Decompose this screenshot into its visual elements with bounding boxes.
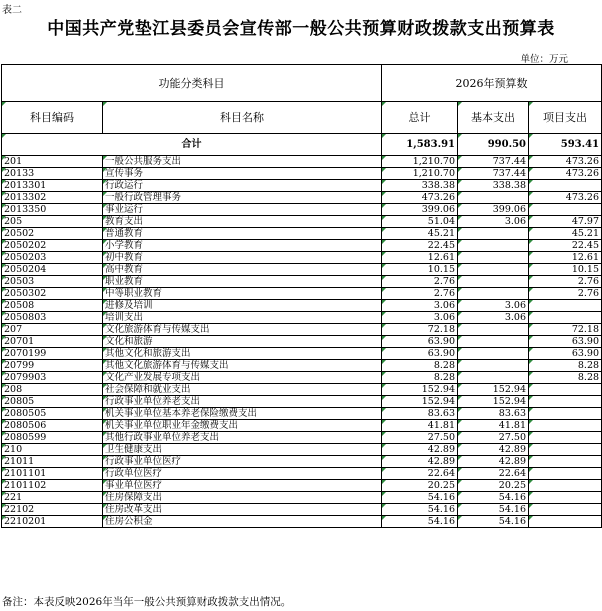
total-sum: 1,583.91 <box>382 134 458 156</box>
row-basic <box>458 324 529 336</box>
table-row <box>2 228 602 240</box>
row-basic <box>458 348 529 360</box>
row-name: 其他行政事业单位养老支出 <box>103 432 382 444</box>
row-name: 教育支出 <box>103 216 382 228</box>
row-name: 机关事业单位基本养老保险缴费支出 <box>103 408 382 420</box>
row-code: 2050302 <box>2 288 103 300</box>
row-code: 20502 <box>2 228 103 240</box>
row-total: 27.50 <box>382 432 458 444</box>
row-name: 文化和旅游 <box>103 336 382 348</box>
row-basic: 42.89 <box>458 456 529 468</box>
row-basic <box>458 252 529 264</box>
row-name: 一般公共服务支出 <box>103 156 382 168</box>
row-name: 职业教育 <box>103 276 382 288</box>
row-basic: 27.50 <box>458 432 529 444</box>
table-row <box>2 372 602 384</box>
row-project: 473.26 <box>529 192 602 204</box>
row-basic: 54.16 <box>458 492 529 504</box>
row-basic: 42.89 <box>458 444 529 456</box>
row-basic: 152.94 <box>458 396 529 408</box>
row-total: 1,210.70 <box>382 156 458 168</box>
table-row <box>2 456 602 468</box>
table-row <box>2 504 602 516</box>
row-code: 205 <box>2 216 103 228</box>
row-name: 事业单位医疗 <box>103 480 382 492</box>
table-row <box>2 408 602 420</box>
table-row <box>2 216 602 228</box>
row-name: 小学教育 <box>103 240 382 252</box>
row-basic: 3.06 <box>458 300 529 312</box>
row-basic: 54.16 <box>458 516 529 528</box>
row-name: 文化产业发展专项支出 <box>103 372 382 384</box>
row-total: 2.76 <box>382 276 458 288</box>
row-name: 住房保障支出 <box>103 492 382 504</box>
basic-header: 基本支出 <box>458 102 529 134</box>
row-project <box>529 420 602 432</box>
row-name: 中等职业教育 <box>103 288 382 300</box>
row-basic <box>458 336 529 348</box>
total-label: 合计 <box>2 134 382 156</box>
row-code: 2210201 <box>2 516 103 528</box>
row-project <box>529 384 602 396</box>
row-project: 63.90 <box>529 336 602 348</box>
table-row <box>2 492 602 504</box>
code-header: 科目编码 <box>2 102 103 134</box>
row-code: 20799 <box>2 360 103 372</box>
unit-label: 单位：万元 <box>520 54 568 65</box>
row-total: 54.16 <box>382 516 458 528</box>
table-row <box>2 432 602 444</box>
row-total: 12.61 <box>382 252 458 264</box>
row-code: 2080505 <box>2 408 103 420</box>
table-row <box>2 516 602 528</box>
row-code: 2101101 <box>2 468 103 480</box>
row-project <box>529 468 602 480</box>
row-basic: 737.44 <box>458 168 529 180</box>
row-name: 社会保障和就业支出 <box>103 384 382 396</box>
row-total: 152.94 <box>382 396 458 408</box>
row-basic: 338.38 <box>458 180 529 192</box>
row-basic <box>458 360 529 372</box>
row-basic: 54.16 <box>458 504 529 516</box>
budget-table <box>1 64 602 528</box>
row-code: 2013350 <box>2 204 103 216</box>
row-total: 45.21 <box>382 228 458 240</box>
row-basic <box>458 288 529 300</box>
table-row <box>2 444 602 456</box>
table-row <box>2 396 602 408</box>
row-name: 卫生健康支出 <box>103 444 382 456</box>
row-basic <box>458 240 529 252</box>
row-total: 8.28 <box>382 360 458 372</box>
row-project <box>529 180 602 192</box>
table-row <box>2 300 602 312</box>
row-code: 2013302 <box>2 192 103 204</box>
row-code: 210 <box>2 444 103 456</box>
row-name: 行政单位医疗 <box>103 468 382 480</box>
row-project: 2.76 <box>529 276 602 288</box>
name-header: 科目名称 <box>103 102 382 134</box>
row-basic <box>458 276 529 288</box>
row-total: 3.06 <box>382 300 458 312</box>
table-row <box>2 204 602 216</box>
row-project: 47.97 <box>529 216 602 228</box>
row-project <box>529 432 602 444</box>
row-name: 培训支出 <box>103 312 382 324</box>
row-code: 207 <box>2 324 103 336</box>
table-row <box>2 180 602 192</box>
row-total: 42.89 <box>382 456 458 468</box>
row-project <box>529 444 602 456</box>
row-total: 22.64 <box>382 468 458 480</box>
row-total: 51.04 <box>382 216 458 228</box>
page-title: 中国共产党垫江县委员会宣传部一般公共预算财政拨款支出预算表 <box>47 19 555 39</box>
row-project: 8.28 <box>529 360 602 372</box>
row-total: 10.15 <box>382 264 458 276</box>
table-row <box>2 240 602 252</box>
row-project: 12.61 <box>529 252 602 264</box>
row-project <box>529 492 602 504</box>
row-project: 473.26 <box>529 156 602 168</box>
row-basic: 737.44 <box>458 156 529 168</box>
row-code: 20133 <box>2 168 103 180</box>
project-header: 项目支出 <box>529 102 602 134</box>
table-row <box>2 420 602 432</box>
row-basic <box>458 264 529 276</box>
row-code: 20701 <box>2 336 103 348</box>
row-basic: 20.25 <box>458 480 529 492</box>
row-project: 2.76 <box>529 288 602 300</box>
total-basic: 990.50 <box>458 134 529 156</box>
table-row <box>2 288 602 300</box>
row-total: 63.90 <box>382 348 458 360</box>
row-code: 20508 <box>2 300 103 312</box>
row-total: 8.28 <box>382 372 458 384</box>
row-project: 8.28 <box>529 372 602 384</box>
row-code: 2080599 <box>2 432 103 444</box>
row-name: 其他文化旅游体育与传媒支出 <box>103 360 382 372</box>
table-row <box>2 348 602 360</box>
row-basic: 399.06 <box>458 204 529 216</box>
table-row <box>2 264 602 276</box>
row-total: 152.94 <box>382 384 458 396</box>
row-code: 20503 <box>2 276 103 288</box>
row-total: 3.06 <box>382 312 458 324</box>
row-code: 201 <box>2 156 103 168</box>
row-name: 行政事业单位养老支出 <box>103 396 382 408</box>
row-total: 20.25 <box>382 480 458 492</box>
row-name: 住房改革支出 <box>103 504 382 516</box>
footnote: 备注：本表反映2026年当年一般公共预算财政拨款支出情况。 <box>2 596 292 608</box>
table-row <box>2 156 602 168</box>
row-project: 72.18 <box>529 324 602 336</box>
row-total: 338.38 <box>382 180 458 192</box>
row-code: 2050203 <box>2 252 103 264</box>
row-name: 文化旅游体育与传媒支出 <box>103 324 382 336</box>
row-total: 22.45 <box>382 240 458 252</box>
table-row <box>2 312 602 324</box>
row-project <box>529 396 602 408</box>
row-name: 住房公积金 <box>103 516 382 528</box>
row-code: 2101102 <box>2 480 103 492</box>
row-basic <box>458 372 529 384</box>
row-code: 2050803 <box>2 312 103 324</box>
row-total: 473.26 <box>382 192 458 204</box>
row-name: 事业运行 <box>103 204 382 216</box>
row-name: 机关事业单位职业年金缴费支出 <box>103 420 382 432</box>
row-name: 高中教育 <box>103 264 382 276</box>
row-code: 221 <box>2 492 103 504</box>
row-project: 473.26 <box>529 168 602 180</box>
row-basic: 3.06 <box>458 312 529 324</box>
row-project <box>529 456 602 468</box>
row-code: 2080506 <box>2 420 103 432</box>
row-code: 21011 <box>2 456 103 468</box>
row-total: 399.06 <box>382 204 458 216</box>
row-total: 54.16 <box>382 504 458 516</box>
total-project: 593.41 <box>529 134 602 156</box>
row-name: 行政运行 <box>103 180 382 192</box>
header-row-2 <box>2 102 602 134</box>
table-row <box>2 276 602 288</box>
table-row <box>2 192 602 204</box>
row-basic: 152.94 <box>458 384 529 396</box>
table-row <box>2 252 602 264</box>
table-row <box>2 468 602 480</box>
row-code: 2013301 <box>2 180 103 192</box>
row-code: 2070199 <box>2 348 103 360</box>
row-name: 其他文化和旅游支出 <box>103 348 382 360</box>
row-basic: 83.63 <box>458 408 529 420</box>
table-row <box>2 324 602 336</box>
row-project <box>529 408 602 420</box>
row-code: 208 <box>2 384 103 396</box>
row-project: 10.15 <box>529 264 602 276</box>
table-row <box>2 336 602 348</box>
total-header: 总计 <box>382 102 458 134</box>
row-project <box>529 204 602 216</box>
row-project <box>529 516 602 528</box>
row-total: 54.16 <box>382 492 458 504</box>
row-code: 2050202 <box>2 240 103 252</box>
row-code: 2050204 <box>2 264 103 276</box>
row-name: 宣传事务 <box>103 168 382 180</box>
row-name: 初中教育 <box>103 252 382 264</box>
row-project <box>529 504 602 516</box>
row-project: 22.45 <box>529 240 602 252</box>
header-row-1 <box>2 65 602 102</box>
row-basic: 3.06 <box>458 216 529 228</box>
row-total: 41.81 <box>382 420 458 432</box>
row-name: 一般行政管理事务 <box>103 192 382 204</box>
row-project: 45.21 <box>529 228 602 240</box>
row-total: 2.76 <box>382 288 458 300</box>
row-project <box>529 312 602 324</box>
row-total: 83.63 <box>382 408 458 420</box>
row-name: 进修及培训 <box>103 300 382 312</box>
table-row <box>2 384 602 396</box>
budget-year-header: 2026年预算数 <box>382 65 602 102</box>
row-basic <box>458 228 529 240</box>
row-total: 1,210.70 <box>382 168 458 180</box>
table-row <box>2 360 602 372</box>
row-basic: 41.81 <box>458 420 529 432</box>
row-total: 63.90 <box>382 336 458 348</box>
row-project: 63.90 <box>529 348 602 360</box>
row-project <box>529 480 602 492</box>
row-name: 行政事业单位医疗 <box>103 456 382 468</box>
row-name: 普通教育 <box>103 228 382 240</box>
row-basic <box>458 192 529 204</box>
func-class-header: 功能分类科目 <box>2 65 382 102</box>
table-number-label: 表二 <box>2 5 22 16</box>
table-row <box>2 480 602 492</box>
row-code: 22102 <box>2 504 103 516</box>
table-row <box>2 168 602 180</box>
total-row <box>2 134 602 156</box>
row-project <box>529 300 602 312</box>
row-basic: 22.64 <box>458 468 529 480</box>
row-total: 42.89 <box>382 444 458 456</box>
row-code: 2079903 <box>2 372 103 384</box>
row-total: 72.18 <box>382 324 458 336</box>
row-code: 20805 <box>2 396 103 408</box>
